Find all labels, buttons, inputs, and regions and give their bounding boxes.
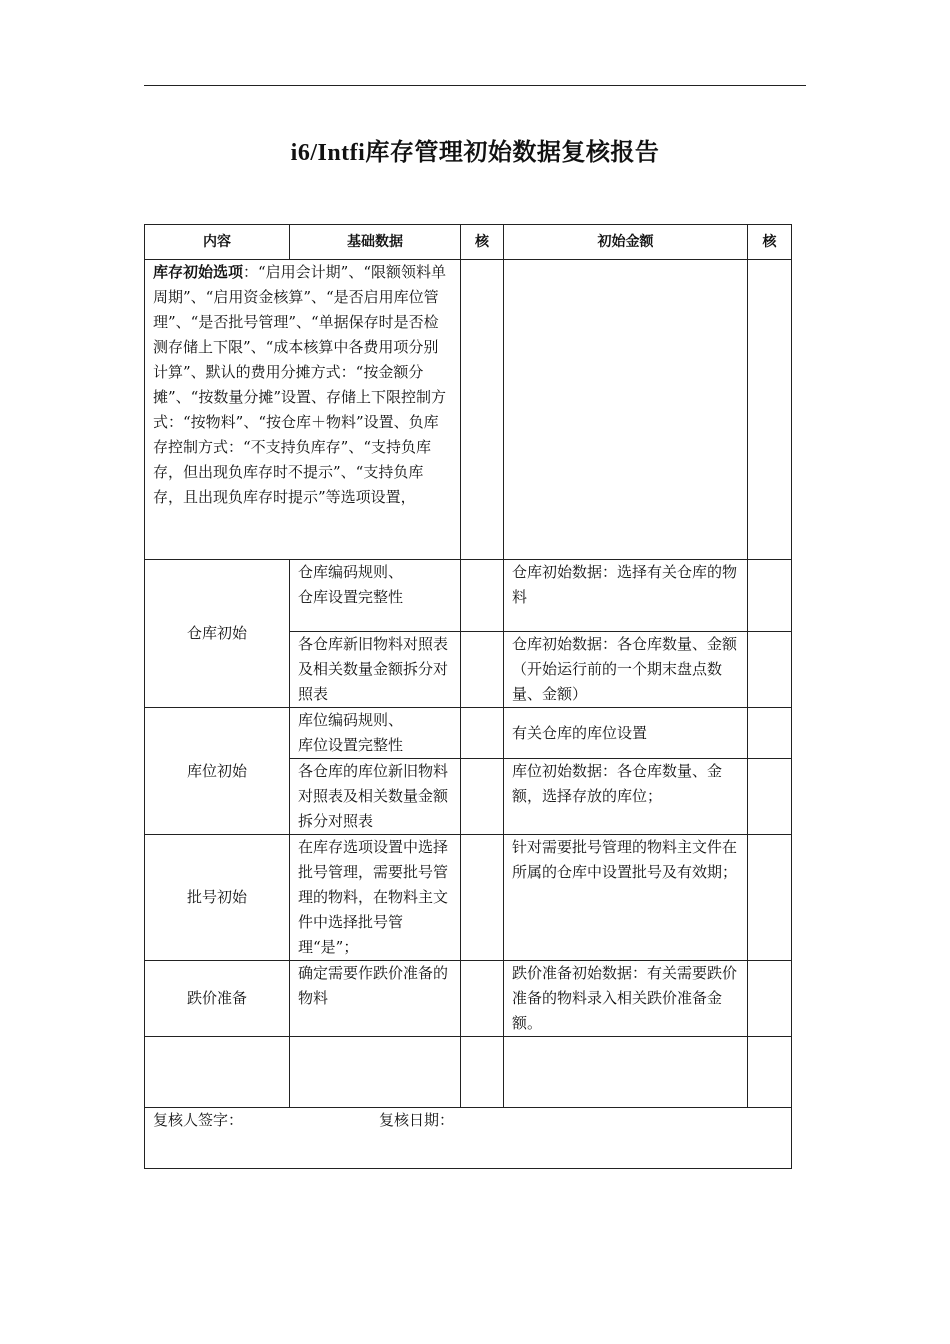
check-cell[interactable] [461, 260, 504, 560]
options-row [145, 260, 792, 560]
depreciation-label: 跌价准备 [145, 961, 290, 1037]
empty-cell[interactable] [748, 1037, 792, 1108]
location-base-1-line-1: 库位编码规则、 [298, 711, 404, 729]
check-cell[interactable] [748, 708, 792, 759]
warehouse-amount-2: 仓库初始数据：各仓库数量、金额（开始运行前的一个期末盘点数量、金额） [504, 632, 748, 708]
location-label: 库位初始 [145, 708, 290, 835]
batch-label: 批号初始 [145, 835, 290, 961]
check-cell[interactable] [461, 632, 504, 708]
signature-cell [145, 1108, 792, 1169]
options-label: 库存初始选项 [153, 263, 244, 281]
options-cell [145, 260, 461, 560]
warehouse-base-2: 各仓库新旧物料对照表及相关数量金额拆分对照表 [290, 632, 461, 708]
check-cell[interactable] [461, 961, 504, 1037]
location-base-1 [290, 708, 461, 759]
batch-base: 在库存选项设置中选择批号管理，需要批号管理的物料，在物料主文件中选择批号管理“是”； [290, 835, 461, 961]
empty-cell[interactable] [145, 1037, 290, 1108]
check-cell[interactable] [748, 759, 792, 835]
review-table [144, 224, 792, 1169]
location-amount-1: 有关仓库的库位设置 [504, 708, 748, 759]
check-cell[interactable] [748, 961, 792, 1037]
amount-cell [504, 260, 748, 560]
location-amount-2: 库位初始数据：各仓库数量、金额，选择存放的库位； [504, 759, 748, 835]
header-content: 内容 [145, 225, 290, 260]
empty-cell[interactable] [504, 1037, 748, 1108]
header-rule [144, 85, 806, 86]
empty-cell[interactable] [290, 1037, 461, 1108]
check-cell[interactable] [461, 835, 504, 961]
options-text: ：“启用会计期”、“限额领料单周期”、“启用资金核算”、“是否启用库位管理”、“是否批号管理”、“单据保存时是否检测存储上下限”、“成本核算中各费用项分别计算”、默认的费用分摊方式：“按金额分摊”、“按数量分摊”设置、存储上下限控制方式：“按物料”、“按仓库＋物料”设置、负库存控制方式：“不支持负库存”、“支持负库存，但出现负库存时不提示”、“支持负库存，且出现负库存时提示”等选项设置， [153, 263, 447, 506]
empty-row [145, 1037, 792, 1108]
batch-amount: 针对需要批号管理的物料主文件在所属的仓库中设置批号及有效期； [504, 835, 748, 961]
header-initial-amount: 初始金额 [504, 225, 748, 260]
header-base-data: 基础数据 [290, 225, 461, 260]
check-cell[interactable] [748, 835, 792, 961]
page-title: i6/Intfi库存管理初始数据复核报告 [290, 140, 660, 166]
depreciation-amount: 跌价准备初始数据：有关需要跌价准备的物料录入相关跌价准备金额。 [504, 961, 748, 1037]
check-cell[interactable] [748, 632, 792, 708]
warehouse-base-1-line-2: 仓库设置完整性 [298, 588, 404, 606]
warehouse-amount-1: 仓库初始数据：选择有关仓库的物料 [504, 560, 748, 632]
depreciation-row [145, 961, 792, 1037]
location-base-1-line-2: 库位设置完整性 [298, 736, 404, 754]
warehouse-row-1 [145, 560, 792, 632]
signature-row [145, 1108, 792, 1169]
check-cell[interactable] [461, 560, 504, 632]
check-cell[interactable] [461, 759, 504, 835]
check-cell[interactable] [461, 708, 504, 759]
depreciation-base: 确定需要作跌价准备的物料 [290, 961, 461, 1037]
check-cell[interactable] [748, 260, 792, 560]
header-check-2: 核 [748, 225, 792, 260]
batch-row [145, 835, 792, 961]
empty-cell[interactable] [461, 1037, 504, 1108]
location-base-2: 各仓库的库位新旧物料对照表及相关数量金额拆分对照表 [290, 759, 461, 835]
reviewer-signature-label: 复核人签字： [153, 1111, 244, 1129]
location-row-1 [145, 708, 792, 759]
header-check-1: 核 [461, 225, 504, 260]
check-cell[interactable] [748, 560, 792, 632]
warehouse-base-1 [290, 560, 461, 632]
review-date-label: 复核日期： [379, 1111, 455, 1129]
warehouse-label: 仓库初始 [145, 560, 290, 708]
warehouse-base-1-line-1: 仓库编码规则、 [298, 563, 404, 581]
header-row [145, 225, 792, 260]
